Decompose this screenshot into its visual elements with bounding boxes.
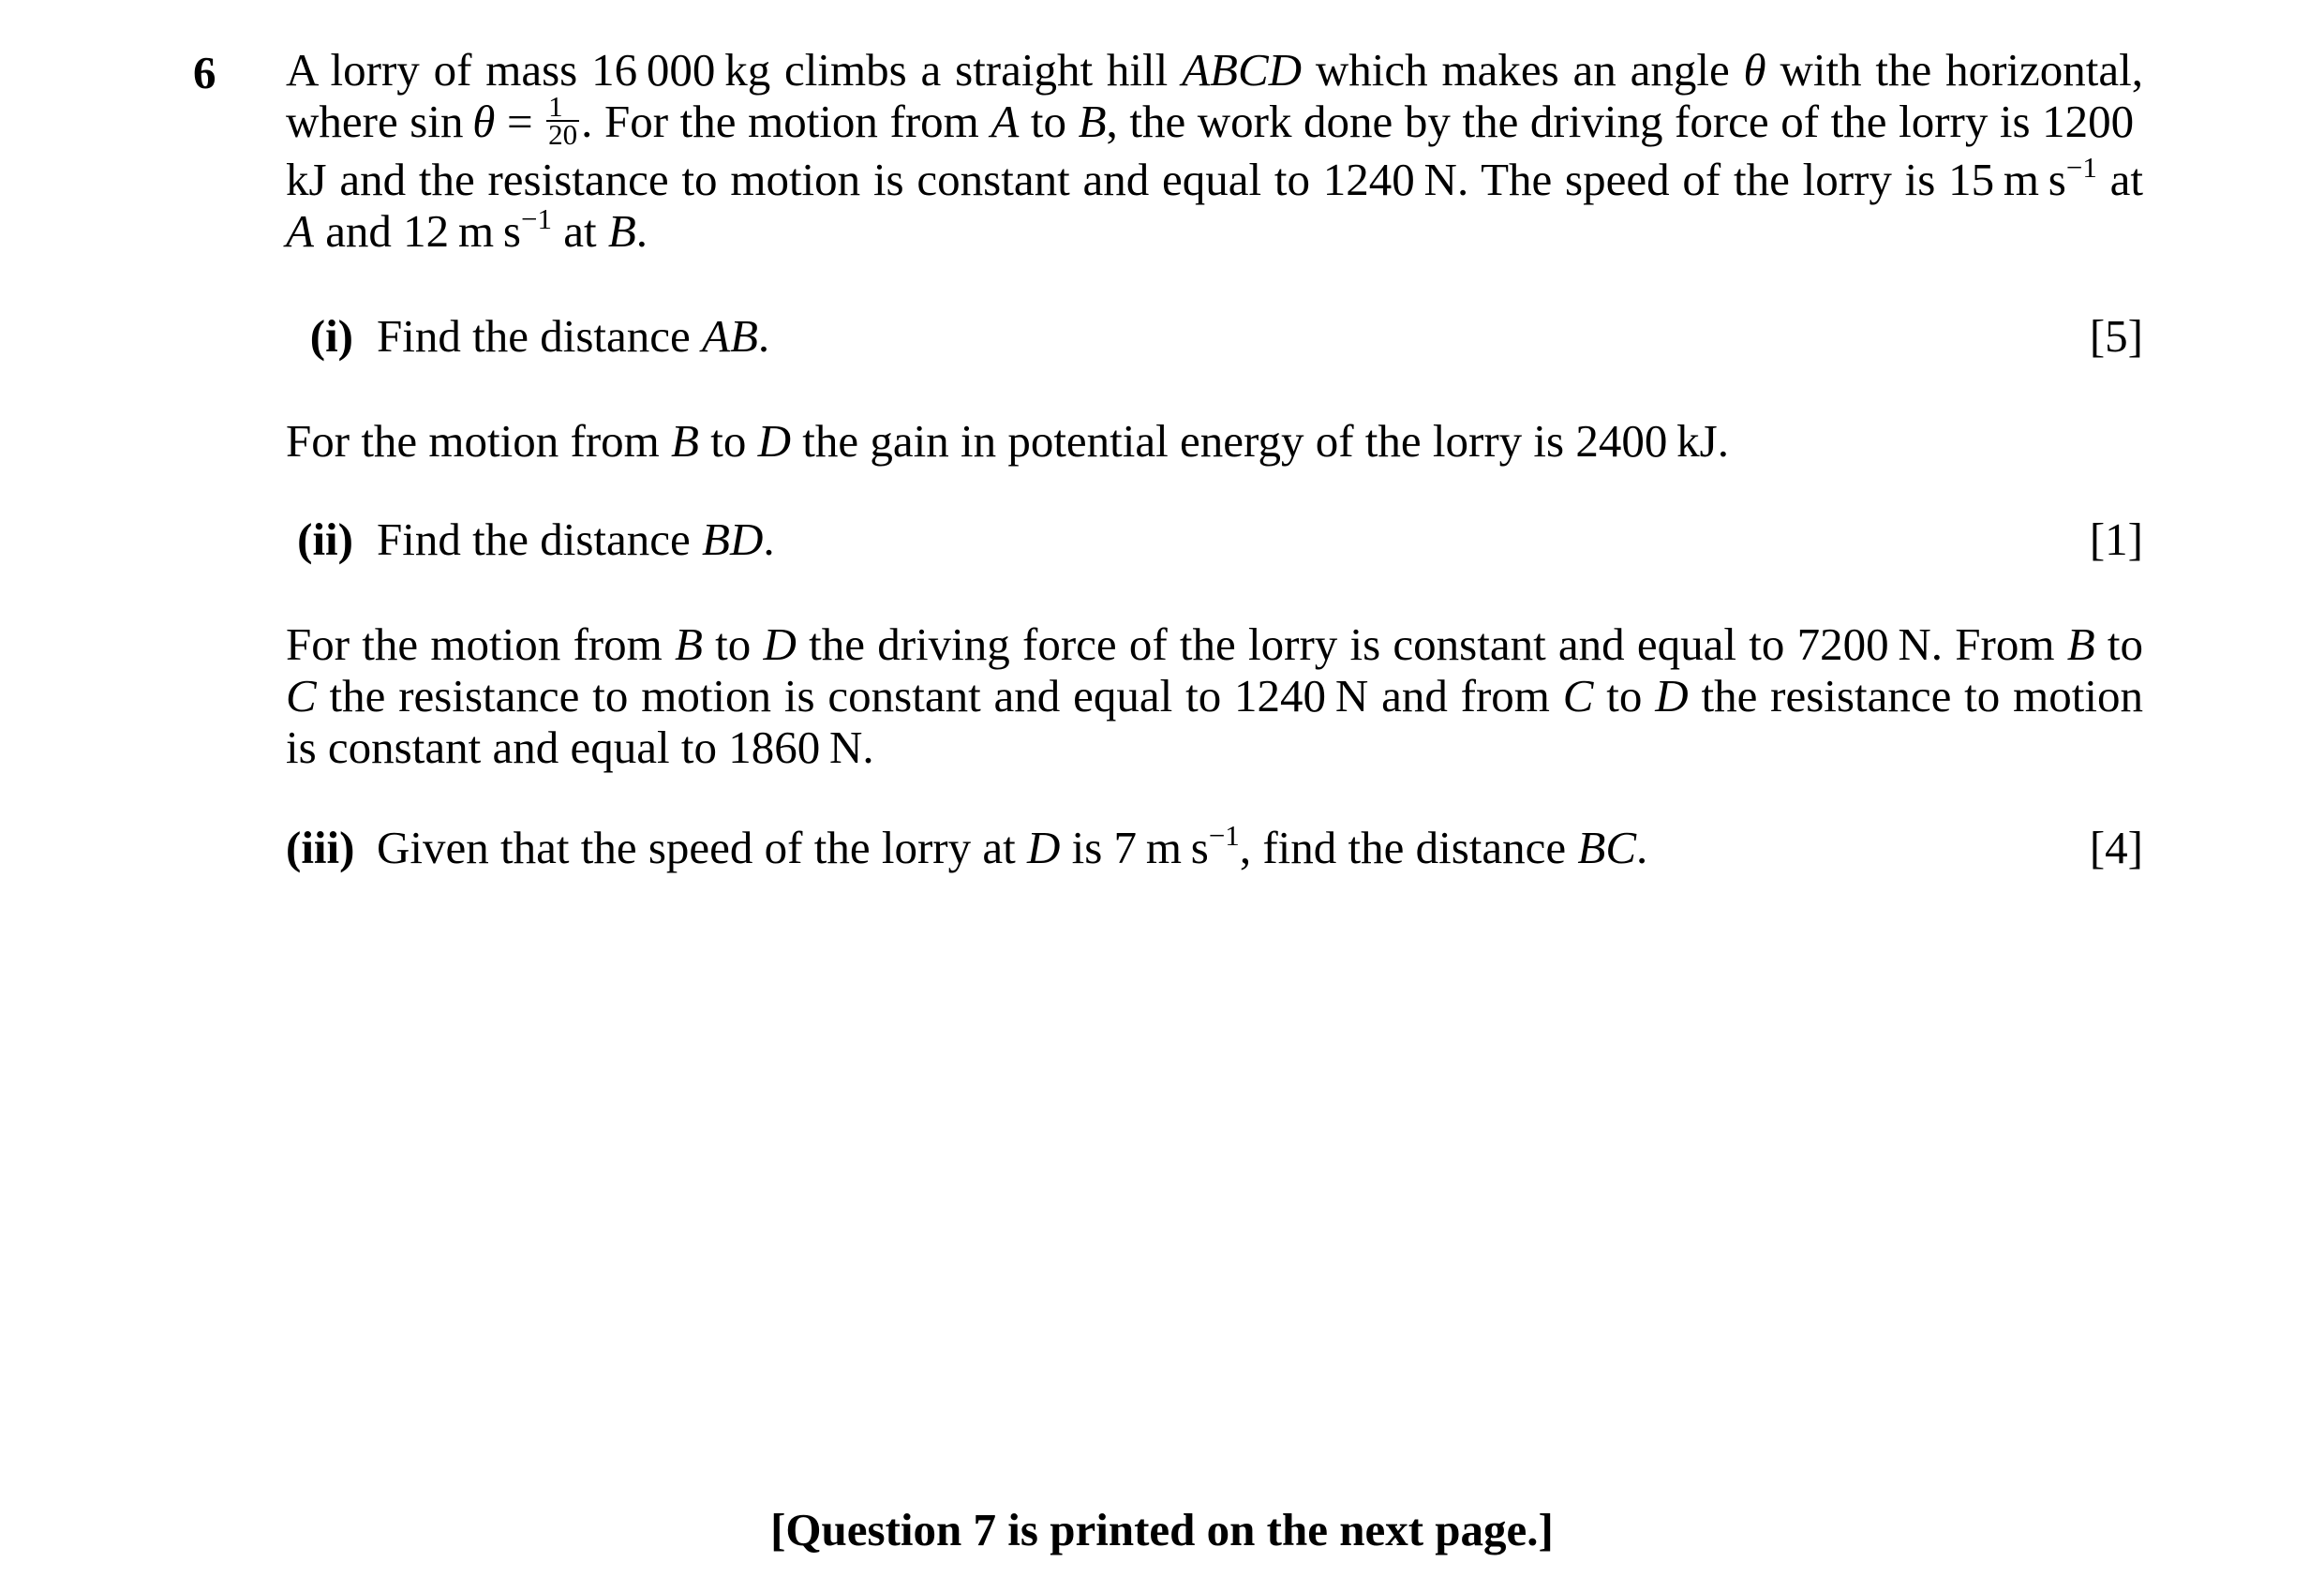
lead-iii-text-2: to [702, 618, 764, 670]
part-i [286, 310, 2143, 362]
next-page-note: [Question 7 is printed on the next page.] [770, 1504, 1554, 1555]
part-iii-text-3: , find the distance [1239, 822, 1578, 873]
part-ii [286, 513, 2143, 565]
segment-bc: BC [1577, 822, 1637, 873]
part-iii-text [377, 819, 1648, 873]
intro-text-8: at [2096, 153, 2143, 205]
lead-iii-text-5: the resistance to motion is constant and equal to 1240 N and from [316, 670, 1563, 722]
part-ii-text-2: . [763, 513, 775, 565]
fraction-numerator: 1 [546, 94, 579, 122]
part-i-text-2: . [757, 310, 770, 362]
unit-exponent: −1 [2065, 150, 2097, 184]
lead-iii-text-3: the driving force of the lorry is constant and equal to 7200 N. From [796, 618, 2067, 670]
part-iii-text-4: . [1636, 822, 1648, 873]
lead-iii-text-6: to [1593, 670, 1656, 722]
point-b: B [1078, 96, 1107, 147]
part-i-marks: [5] [2089, 310, 2143, 362]
part-i-text [377, 310, 769, 362]
part-iii-lead [286, 618, 2143, 773]
point-d: D [763, 618, 797, 670]
fraction [546, 89, 579, 151]
intro-text-4: = [495, 96, 545, 147]
intro-text-11: . [635, 204, 648, 257]
part-i-text-1: Find the distance [377, 310, 703, 362]
intro-text-1: A lorry of mass 16 000 kg climbs a straight hill [286, 44, 1183, 96]
angle-symbol: θ [1743, 44, 1766, 96]
intro-text-7: , the work done by the driving force of the lorry is 1200 kJ and the resistance to motion is constant and equal to 1240 N. The speed of the lorry is 15 m s [286, 96, 2143, 205]
lead-ii-text-3: the gain in potential energy of the lorry is 2400 kJ. [790, 415, 1729, 467]
unit-exponent: −1 [521, 201, 552, 235]
part-ii-text [377, 513, 775, 565]
question-number: 6 [193, 47, 216, 98]
lead-iii-text-1: For the motion from [286, 618, 675, 670]
part-ii-marks: [1] [2089, 513, 2143, 565]
point-d: D [757, 415, 791, 467]
point-c: C [1562, 670, 1594, 722]
point-b: B [674, 618, 703, 670]
lead-ii-text-2: to [698, 415, 758, 467]
part-ii-label: (ii) [297, 513, 353, 565]
part-i-label: (i) [309, 310, 353, 362]
question-intro [286, 44, 2143, 257]
part-ii-text-1: Find the distance [377, 513, 703, 565]
fraction-denominator: 20 [548, 117, 578, 151]
point-b: B [671, 415, 699, 467]
lead-iii-text-4: to [2094, 618, 2144, 670]
unit-exponent: −1 [1208, 819, 1240, 852]
lead-ii-text-1: For the motion from [286, 415, 672, 467]
angle-symbol: θ [472, 96, 496, 147]
part-iii-marks: [4] [2089, 822, 2143, 873]
segment-ab: AB [702, 310, 758, 362]
point-c: C [286, 670, 317, 722]
segment-bd: BD [702, 513, 764, 565]
intro-text-10: at [551, 204, 608, 257]
part-iii-label: (iii) [286, 822, 355, 873]
part-ii-lead [286, 415, 2143, 467]
intro-text-9: and 12 m s [313, 204, 521, 257]
hill-label: ABCD [1182, 44, 1303, 96]
intro-text-6: to [1019, 96, 1079, 147]
part-iii [286, 819, 2143, 873]
lead-iii-text-7: the resistance to motion is constant and equal to 1860 N. [286, 670, 2143, 773]
intro-text-3: with the horizontal, where sin [286, 44, 2143, 147]
point-b: B [2066, 618, 2095, 670]
point-a: A [991, 96, 1020, 147]
part-iii-text-1: Given that the speed of the lorry at [377, 822, 1027, 873]
point-d: D [1655, 670, 1689, 722]
part-iii-text-2: is 7 m s [1060, 822, 1209, 873]
point-d: D [1026, 822, 1061, 873]
point-a: A [286, 204, 314, 257]
point-b: B [607, 204, 636, 257]
intro-text-2: which makes an angle [1302, 44, 1744, 96]
intro-text-5: . For the motion from [581, 96, 991, 147]
